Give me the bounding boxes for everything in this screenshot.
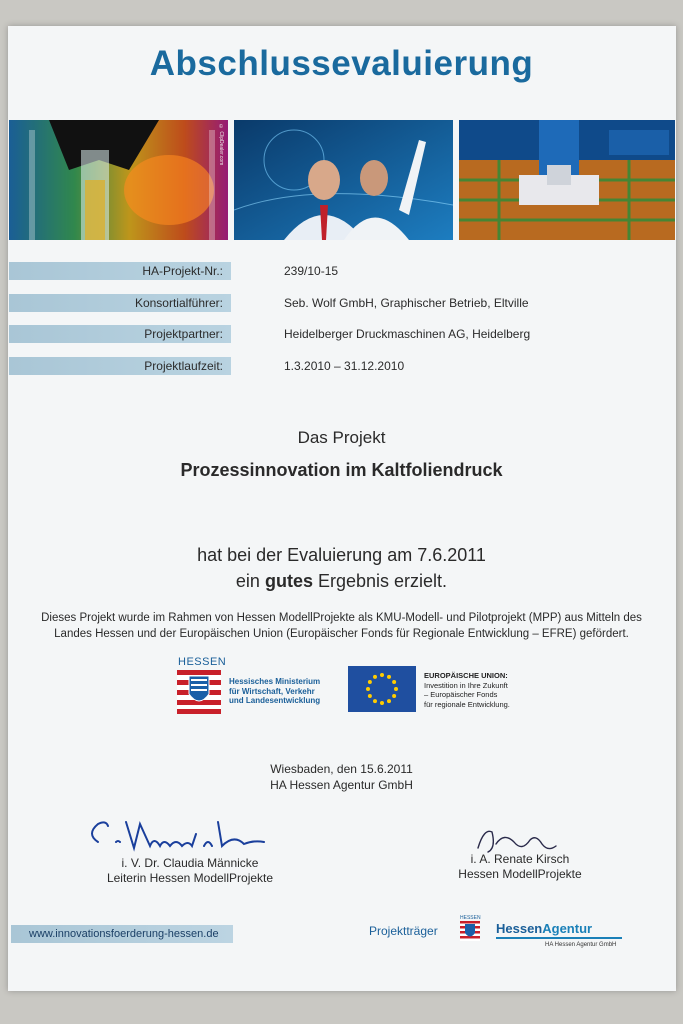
- field-value: 239/10-15: [284, 264, 339, 278]
- city-date: Wiesbaden, den 15.6.2011: [270, 762, 413, 776]
- eu-funding-text: [424, 671, 510, 709]
- website-url: www.innovationsfoerderung-hessen.de: [11, 925, 233, 943]
- eu-flag-icon: [348, 666, 416, 712]
- projekttraeger-label: Projektträger: [369, 924, 438, 938]
- eu-heading: EUROPÄISCHE UNION:: [424, 671, 508, 680]
- field-value: Heidelberger Druckmaschinen AG, Heidelberg: [284, 327, 531, 341]
- eu-line: – Europäischer Fonds: [424, 690, 498, 699]
- field-label: Konsortialführer:: [9, 294, 231, 312]
- eu-star-icon: [394, 687, 398, 691]
- evaluation-line: hat bei der Evaluierung am 7.6.2011: [197, 545, 486, 565]
- result-suffix: Ergebnis erzielt.: [318, 571, 448, 591]
- signer-left-name: i. V. Dr. Claudia Männicke: [121, 856, 259, 870]
- eu-line: für regionale Entwicklung.: [424, 699, 510, 709]
- field-label: Projektlaufzeit:: [9, 357, 231, 375]
- eu-star-icon: [366, 687, 370, 691]
- ministry-line: und Landesentwicklung: [229, 696, 321, 705]
- eu-star-icon: [392, 680, 396, 684]
- body-text-line-2: Landes Hessen und der Europäischen Union (Europäischer Fonds für Regionale Entwicklung – EFRE) gefördert.: [54, 628, 629, 640]
- ha-logo-subtitle: HA Hessen Agentur GmbH: [545, 942, 617, 948]
- signer-right: [420, 852, 620, 882]
- ministry-line: für Wirtschaft, Verkehr: [229, 686, 315, 696]
- photo-circuit-board: [459, 120, 675, 240]
- signer-left-role: Leiterin Hessen ModellProjekte: [106, 871, 274, 885]
- field-value: 1.3.2010 – 31.12.2010: [284, 359, 405, 373]
- ministry-name: [229, 677, 320, 706]
- result-prefix: ein: [235, 571, 260, 591]
- eu-star-icon: [387, 699, 391, 703]
- mini-hessen-coat-of-arms-icon: [460, 921, 480, 941]
- eu-line: Investition in Ihre Zukunft: [424, 680, 508, 690]
- field-label: Projektpartner:: [9, 325, 231, 343]
- ha-logo-part2: Agentur: [542, 921, 593, 936]
- field-label: HA-Projekt-Nr.:: [9, 262, 231, 280]
- project-name: Prozessinnovation im Kaltfoliendruck: [180, 460, 503, 480]
- body-text-line-1: Dieses Projekt wurde im Rahmen von Hessen ModellProjekte als KMU-Modell- und Pilotprojekt (MPP) aus Mitteln des: [41, 612, 642, 624]
- signer-right-name: i. A. Renate Kirsch: [470, 852, 570, 866]
- result-word: gutes: [264, 571, 313, 591]
- eu-star-icon: [387, 675, 391, 679]
- field-value: Seb. Wolf GmbH, Graphischer Betrieb, Eltville: [284, 296, 529, 310]
- eu-star-icon: [368, 694, 372, 698]
- eu-star-icon: [373, 699, 377, 703]
- photo-scientists: [234, 120, 453, 240]
- photo-laboratory: [9, 120, 228, 240]
- eu-star-icon: [373, 675, 377, 679]
- hessen-agentur-logo: [496, 921, 592, 936]
- ministry-line: Hessisches Ministerium: [229, 677, 321, 686]
- eu-star-icon: [380, 701, 384, 705]
- eu-star-icon: [380, 673, 384, 677]
- certificate-title: Abschlussevaluierung: [149, 44, 534, 83]
- hessen-coat-of-arms-icon: [177, 670, 221, 714]
- signature-left: [84, 812, 274, 858]
- organisation-name: HA Hessen Agentur GmbH: [270, 778, 413, 792]
- mini-hessen-wordmark: HESSEN: [460, 915, 481, 921]
- result-line: [0, 571, 683, 592]
- eu-star-icon: [392, 694, 396, 698]
- ha-logo-underline: [496, 937, 622, 939]
- signer-left: [80, 856, 300, 886]
- photo-credit: © ClipDealer.com: [218, 124, 224, 166]
- project-intro: Das Projekt: [297, 428, 386, 447]
- signer-right-role: Hessen ModellProjekte: [458, 867, 582, 881]
- hessen-wordmark: HESSEN: [178, 656, 227, 668]
- ha-logo-part1: Hessen: [496, 921, 543, 936]
- eu-star-icon: [368, 680, 372, 684]
